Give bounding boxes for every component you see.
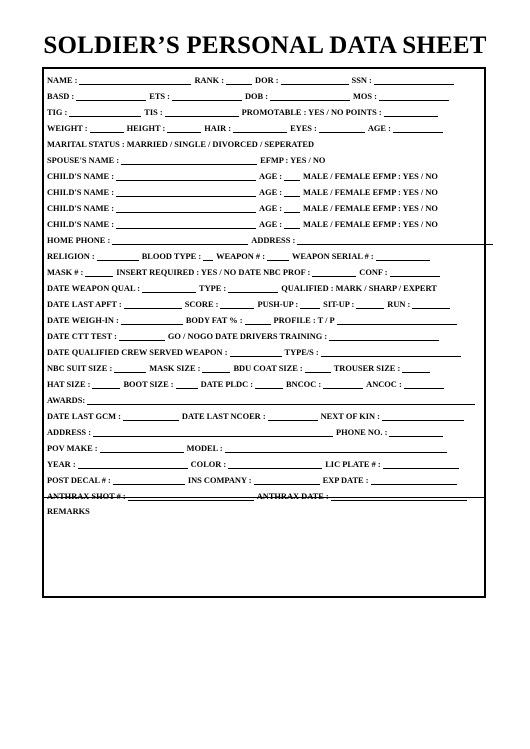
anthrax-shot-blank[interactable] xyxy=(128,491,254,501)
field-label: RELIGION : xyxy=(47,252,95,261)
weigh-in-date-blank[interactable] xyxy=(121,315,183,325)
field-label: POV MAKE : xyxy=(47,444,98,453)
field-label: AGE : xyxy=(259,204,283,213)
field-label: AGE : xyxy=(259,220,283,229)
field-label: HOME PHONE : xyxy=(47,236,111,245)
field-label: LIC PLATE # : xyxy=(325,460,381,469)
field-label: BNCOC : xyxy=(286,380,322,389)
field-label: WEAPON SERIAL # : xyxy=(291,252,374,261)
field-label: DATE CTT TEST : xyxy=(47,332,117,341)
field-label: AGE : xyxy=(367,124,391,133)
exp-date-blank[interactable] xyxy=(371,475,457,485)
field-label: DATE PLDC : xyxy=(200,380,253,389)
field-label: SSN : xyxy=(351,76,372,85)
field-label: TIG : xyxy=(47,108,68,117)
anthrax-date-blank[interactable] xyxy=(331,491,467,501)
ets-blank[interactable] xyxy=(172,91,242,101)
year-row xyxy=(47,455,462,469)
drivers-training-date-blank[interactable] xyxy=(329,331,439,341)
page-title: SOLDIER’S PERSONAL DATA SHEET xyxy=(43,32,487,59)
field-label: PUSH-UP : xyxy=(257,300,299,309)
crew-served-row xyxy=(47,343,464,357)
field-label: MALE / FEMALE EFMP : YES / NO xyxy=(303,188,438,197)
rank-blank[interactable] xyxy=(226,75,252,85)
field-label: ANCOC : xyxy=(366,380,402,389)
mask-row xyxy=(47,263,443,277)
field-label: DATE WEAPON QUAL : xyxy=(47,284,140,293)
religion-row xyxy=(47,247,433,261)
basd-blank[interactable] xyxy=(76,91,146,101)
apft-date-blank[interactable] xyxy=(124,299,182,309)
weapon-number-blank[interactable] xyxy=(267,251,289,261)
field-label: RUN : xyxy=(387,300,411,309)
anthrax-row xyxy=(47,487,470,501)
pldc-date-blank[interactable] xyxy=(255,379,283,389)
field-label: DOB : xyxy=(244,92,268,101)
field-label: SCORE : xyxy=(184,300,219,309)
field-label: MALE / FEMALE EFMP : YES / NO xyxy=(303,172,438,181)
dor-blank[interactable] xyxy=(281,75,349,85)
field-label: BDU COAT SIZE : xyxy=(233,364,303,373)
field-label: WEAPON # : xyxy=(216,252,265,261)
blood-type-blank[interactable] xyxy=(203,251,213,261)
field-label: INSERT REQUIRED : YES / NO DATE NBC PROF : xyxy=(116,268,311,277)
crew-served-date-blank[interactable] xyxy=(230,347,282,357)
field-label: SPOUSE'S NAME : xyxy=(47,156,120,165)
body-fat-blank[interactable] xyxy=(245,315,271,325)
conf-blank[interactable] xyxy=(390,267,440,277)
crew-served-types-blank[interactable] xyxy=(321,347,461,357)
field-label: DATE LAST NCOER : xyxy=(181,412,266,421)
field-label: ANTHRAX SHOT # : xyxy=(47,492,126,501)
spouse-row xyxy=(47,151,329,165)
field-label: QUALIFIED : MARK / SHARP / EXPERT xyxy=(281,284,437,293)
field-label: BODY FAT % : xyxy=(185,316,243,325)
pov-row xyxy=(47,439,450,453)
field-label: ADDRESS : xyxy=(251,236,296,245)
weight-row xyxy=(47,119,446,133)
field-label: COLOR : xyxy=(190,460,227,469)
field-label: DOR : xyxy=(255,76,279,85)
address-2-blank[interactable] xyxy=(93,427,333,437)
child-age-blank[interactable] xyxy=(284,187,300,197)
field-label: RANK : xyxy=(194,76,225,85)
awards-row xyxy=(47,391,478,405)
hat-size-row xyxy=(47,375,447,389)
weapon-qual-row xyxy=(47,279,441,293)
bncoc-blank[interactable] xyxy=(323,379,363,389)
weigh-in-row xyxy=(47,311,460,325)
dob-blank[interactable] xyxy=(270,91,350,101)
push-up-blank[interactable] xyxy=(300,299,320,309)
hat-size-blank[interactable] xyxy=(92,379,120,389)
awards-blank[interactable] xyxy=(87,395,475,405)
mask-size-blank[interactable] xyxy=(202,363,230,373)
field-label: BOOT SIZE : xyxy=(123,380,174,389)
field-label: TIS : xyxy=(144,108,163,117)
child-name-blank[interactable] xyxy=(116,187,256,197)
field-label: HAIR : xyxy=(204,124,232,133)
ctt-date-blank[interactable] xyxy=(119,331,165,341)
address-row xyxy=(47,423,446,437)
child-name-blank[interactable] xyxy=(116,219,256,229)
field-label: GO / NOGO DATE DRIVERS TRAINING : xyxy=(167,332,328,341)
field-label: CHILD'S NAME : xyxy=(47,220,115,229)
hair-blank[interactable] xyxy=(233,123,287,133)
gcm-date-blank[interactable] xyxy=(123,411,179,421)
child-row-3 xyxy=(47,199,442,213)
field-label: MALE / FEMALE EFMP : YES / NO xyxy=(303,220,438,229)
weapon-type-blank[interactable] xyxy=(228,283,278,293)
field-label: PHONE NO. : xyxy=(335,428,388,437)
nbc-suit-row xyxy=(47,359,433,373)
next-of-kin-blank[interactable] xyxy=(382,411,464,421)
color-blank[interactable] xyxy=(228,459,322,469)
field-label: DATE QUALIFIED CREW SERVED WEAPON : xyxy=(47,348,228,357)
boot-size-blank[interactable] xyxy=(176,379,198,389)
field-label: NAME : xyxy=(47,76,78,85)
field-label: PROMOTABLE : YES / NO POINTS : xyxy=(241,108,382,117)
tig-row xyxy=(47,103,441,117)
field-label: CHILD'S NAME : xyxy=(47,204,115,213)
field-label: NEXT OF KIN : xyxy=(320,412,380,421)
height-blank[interactable] xyxy=(167,123,201,133)
field-label: MASK # : xyxy=(47,268,84,277)
trouser-size-blank[interactable] xyxy=(402,363,430,373)
bdu-coat-size-blank[interactable] xyxy=(305,363,331,373)
field-label: WEIGHT : xyxy=(47,124,88,133)
gcm-row xyxy=(47,407,467,421)
year-blank[interactable] xyxy=(78,459,188,469)
field-label: BASD : xyxy=(47,92,75,101)
field-label: AGE : xyxy=(259,188,283,197)
field-label: SIT-UP : xyxy=(323,300,355,309)
model-blank[interactable] xyxy=(225,443,447,453)
post-decal-blank[interactable] xyxy=(113,475,185,485)
name-row xyxy=(47,71,457,85)
field-label: DATE LAST GCM : xyxy=(47,412,121,421)
field-label: EYES : xyxy=(290,124,317,133)
basd-row xyxy=(47,87,452,101)
home-phone-blank[interactable] xyxy=(112,235,248,245)
apft-row xyxy=(47,295,453,309)
age-blank[interactable] xyxy=(393,123,443,133)
name-blank[interactable] xyxy=(79,75,191,85)
ins-company-blank[interactable] xyxy=(254,475,320,485)
child-age-blank[interactable] xyxy=(284,219,300,229)
child-name-blank[interactable] xyxy=(116,171,256,181)
field-label: MALE / FEMALE EFMP : YES / NO xyxy=(303,204,438,213)
ctt-row xyxy=(47,327,442,341)
field-label: PROFILE : T / P xyxy=(273,316,335,325)
home-phone-row xyxy=(47,231,496,245)
sit-up-blank[interactable] xyxy=(356,299,384,309)
field-label: TYPE : xyxy=(199,284,227,293)
field-label: MODEL : xyxy=(186,444,223,453)
weapon-qual-date-blank[interactable] xyxy=(142,283,196,293)
field-label: CHILD'S NAME : xyxy=(47,172,115,181)
field-label: TROUSER SIZE : xyxy=(333,364,401,373)
weapon-serial-blank[interactable] xyxy=(376,251,430,261)
field-label: HAT SIZE : xyxy=(47,380,91,389)
address-blank[interactable] xyxy=(297,235,493,245)
pov-make-blank[interactable] xyxy=(100,443,184,453)
field-label: MASK SIZE : xyxy=(149,364,201,373)
field-label: MOS : xyxy=(352,92,377,101)
weight-blank[interactable] xyxy=(90,123,124,133)
nbc-prof-date-blank[interactable] xyxy=(312,267,356,277)
field-label: AWARDS: xyxy=(47,396,86,405)
child-row-4 xyxy=(47,215,442,229)
mos-blank[interactable] xyxy=(379,91,449,101)
ancoc-blank[interactable] xyxy=(404,379,444,389)
tis-blank[interactable] xyxy=(165,107,239,117)
tig-blank[interactable] xyxy=(69,107,141,117)
child-row-2 xyxy=(47,183,442,197)
field-label: ADDRESS : xyxy=(47,428,91,437)
eyes-blank[interactable] xyxy=(319,123,365,133)
phone-no-blank[interactable] xyxy=(389,427,443,437)
child-age-blank[interactable] xyxy=(284,171,300,181)
field-label: INS COMPANY : xyxy=(187,476,252,485)
field-label: BLOOD TYPE : xyxy=(141,252,202,261)
ncoer-date-blank[interactable] xyxy=(268,411,318,421)
field-label: MARITAL STATUS : MARRIED / SINGLE / DIVORCED / SEPERATED xyxy=(47,140,315,149)
field-label: CHILD'S NAME : xyxy=(47,188,115,197)
religion-blank[interactable] xyxy=(97,251,139,261)
ssn-blank[interactable] xyxy=(374,75,454,85)
field-label: ETS : xyxy=(149,92,170,101)
mask-number-blank[interactable] xyxy=(85,267,113,277)
run-blank[interactable] xyxy=(412,299,450,309)
post-decal-row xyxy=(47,471,460,485)
remarks-row xyxy=(47,502,94,516)
field-label: DATE LAST APFT : xyxy=(47,300,122,309)
profile-blank[interactable] xyxy=(337,315,457,325)
lic-plate-blank[interactable] xyxy=(383,459,459,469)
child-age-blank[interactable] xyxy=(284,203,300,213)
field-label: CONF : xyxy=(359,268,388,277)
field-label: AGE : xyxy=(259,172,283,181)
marital-row xyxy=(47,135,318,149)
points-blank[interactable] xyxy=(384,107,438,117)
field-label: HEIGHT : xyxy=(126,124,166,133)
field-label: EFMP : YES / NO xyxy=(260,156,326,165)
nbc-suit-size-blank[interactable] xyxy=(114,363,146,373)
child-row-1 xyxy=(47,167,442,181)
field-label: POST DECAL # : xyxy=(47,476,111,485)
spouse-name-blank[interactable] xyxy=(121,155,257,165)
field-label: REMARKS xyxy=(47,507,90,516)
field-label: EXP DATE : xyxy=(322,476,369,485)
field-label: NBC SUIT SIZE : xyxy=(47,364,113,373)
field-label: DATE WEIGH-IN : xyxy=(47,316,119,325)
field-label: YEAR : xyxy=(47,460,76,469)
field-label: ANTHRAX DATE : xyxy=(256,492,329,501)
child-name-blank[interactable] xyxy=(116,203,256,213)
field-label: TYPE/S : xyxy=(284,348,319,357)
apft-score-blank[interactable] xyxy=(220,299,254,309)
